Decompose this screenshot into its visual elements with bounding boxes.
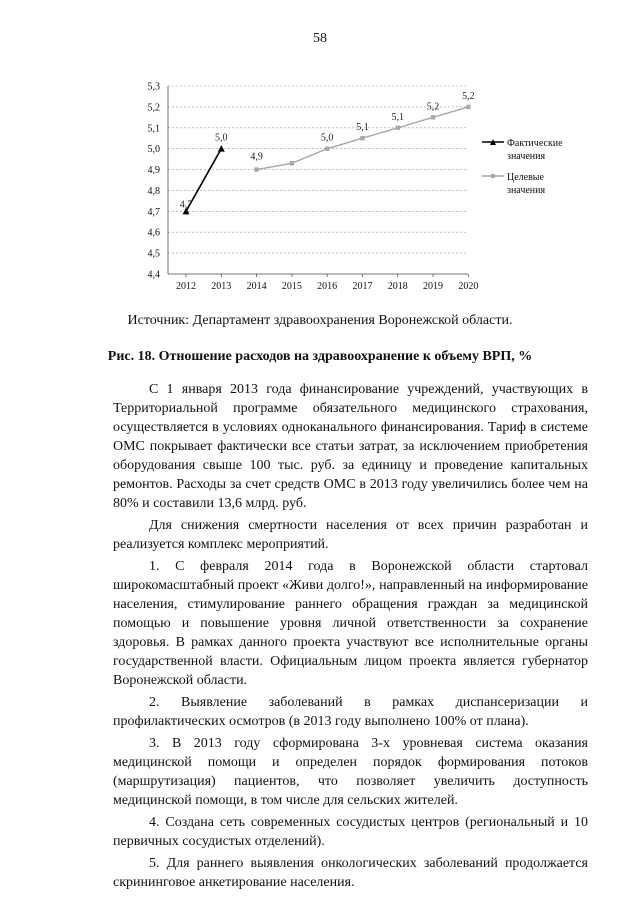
y-tick-label: 4,5 [147,248,160,260]
data-label: 5,0 [215,132,228,144]
legend-label: Целевые [507,172,544,183]
data-label: 4,9 [250,151,263,163]
paragraph: Для снижения смертности населения от всех причин разработан и реализуется комплекс мероприятий. [113,518,588,552]
chart [130,70,570,300]
paragraph: 1. С февраля 2014 года в Воронежской области стартовал широкомасштабный проект «Живи долго!», направленный на информирование населения, стимулирование раннего обращения граждан за медицинской помощью и повышение уровня личной ответственности за сохранение здоровья. В рамках данного проекта участвуют все исполнительные органы государственной власти. Официальным лицом проекта является губернатор Воронежской области. [113,559,588,688]
x-tick-label: 2018 [387,281,408,292]
paragraph: 3. В 2013 году сформирована 3-х уровневая система оказания медицинской помощи и определен порядок формирования потоков (маршрутизация) пациентов, что позволяет увеличить доступность медицинской помощи, в том числе для сельских жителей. [113,736,588,808]
legend-marker-target [491,174,495,178]
x-tick-label: 2017 [352,281,373,292]
y-tick-label: 4,8 [147,185,160,197]
x-tick-label: 2015 [281,281,302,292]
legend-label: значения [507,185,546,196]
paragraph: 2. Выявление заболеваний в рамках диспансеризации и профилактических осмотров (в 2013 году выполнено 100% от плана). [113,695,588,729]
data-point-target [325,146,329,150]
page-number: 58 [313,31,327,46]
legend-label: Фактические [507,138,563,149]
x-tick-label: 2016 [317,281,338,292]
x-tick-label: 2014 [246,281,267,292]
data-point-target [254,167,258,171]
paragraph: С 1 января 2013 года финансирование учреждений, участвующих в Территориальной программе обязательного медицинского страхования, осуществляется в условиях одноканального финансирования. Тариф в системе ОМС покрывает фактически все статьи затрат, за исключением приобретения оборудования свыше 100 тыс. руб. за единицу и проведение капитальных ремонтов. Расходы за счет средств ОМС в 2013 году увеличились более чем на 80% и составили 13,6 млрд. руб. [113,382,588,511]
y-tick-label: 5,1 [147,123,160,135]
paragraph: 4. Создана сеть современных сосудистых центров (региональный и 10 первичных сосудистых отделений). [113,815,588,849]
data-point-target [396,126,400,130]
data-point-actual [218,145,225,152]
data-point-target [360,136,364,140]
figure-caption: Рис. 18. Отношение расходов на здравоохранение к объему ВРП, % [107,349,533,364]
data-label: 4,7 [179,199,193,211]
y-tick-label: 5,0 [147,144,160,156]
y-tick-label: 5,3 [147,81,160,93]
y-tick-label: 4,9 [147,165,160,177]
data-label: 5,0 [320,132,334,144]
data-point-target [466,105,470,109]
data-label: 5,1 [356,122,369,134]
x-tick-label: 2012 [176,281,196,292]
y-tick-label: 4,6 [147,227,160,239]
source-note: Источник: Департамент здравоохранения Воронежской области. [127,313,513,328]
x-tick-label: 2020 [458,281,479,292]
y-tick-label: 4,7 [147,206,160,218]
paragraph: 5. Для раннего выявления онкологических заболеваний продолжается скрининговое анкетирование населения. [113,856,588,890]
data-label: 5,1 [391,111,405,123]
data-point-target [431,115,435,119]
y-tick-label: 5,2 [147,102,160,114]
body-text [113,380,588,895]
data-label: 5,2 [426,101,440,113]
data-point-target [290,161,294,165]
y-tick-label: 4,4 [147,269,160,281]
data-label: 5,2 [462,90,475,102]
x-tick-label: 2013 [211,281,232,292]
x-tick-label: 2019 [423,281,444,292]
legend-label: значения [507,151,546,162]
